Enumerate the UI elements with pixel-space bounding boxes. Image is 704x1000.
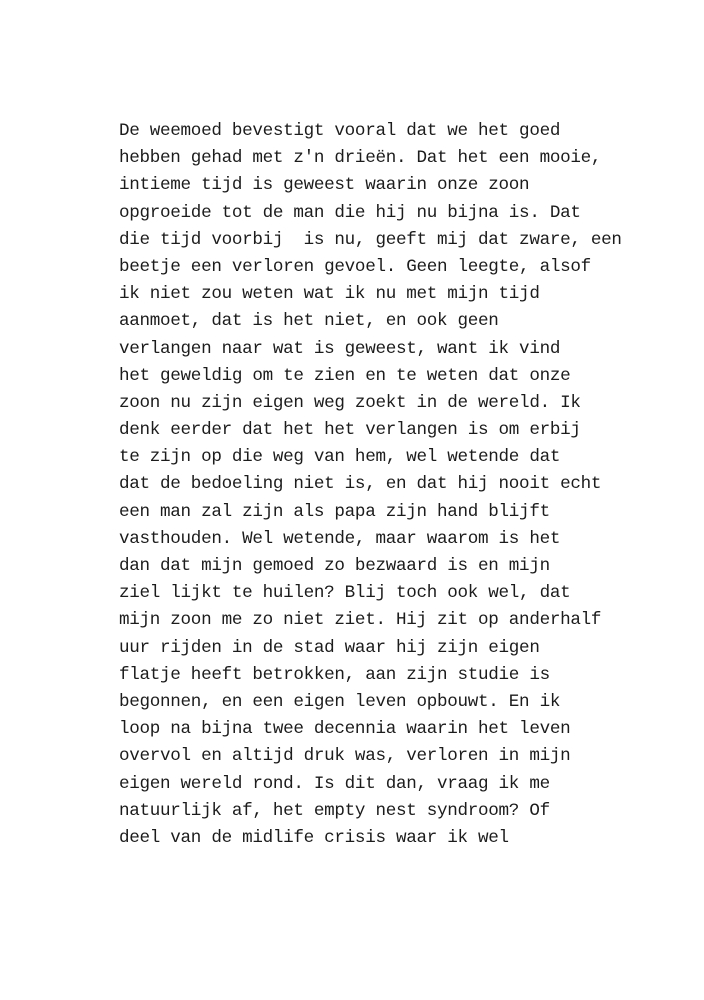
text-line-15: een man zal zijn als papa zijn hand blijft [119, 501, 550, 522]
text-line-16: vasthouden. Wel wetende, maar waarom is het [119, 528, 561, 549]
text-line-26: natuurlijk af, het empty nest syndroom? Of [119, 800, 550, 821]
text-line-14: dat de bedoeling niet is, en dat hij nooit echt [119, 474, 602, 495]
text-line-27: deel van de midlife crisis waar ik wel [119, 827, 509, 848]
text-line-5: die tijd voorbij is nu, geeft mij dat zware, een [119, 229, 622, 250]
text-line-11: zoon nu zijn eigen weg zoekt in de wereld. Ik [119, 392, 581, 413]
text-line-12: denk eerder dat het het verlangen is om erbij [119, 420, 581, 441]
text-line-8: aanmoet, dat is het niet, en ook geen [119, 311, 499, 332]
text-line-23: loop na bijna twee decennia waarin het leven [119, 719, 571, 740]
text-line-7: ik niet zou weten wat ik nu met mijn tijd [119, 284, 540, 305]
text-line-3: intieme tijd is geweest waarin onze zoon [119, 175, 530, 196]
text-line-6: beetje een verloren gevoel. Geen leegte, alsof [119, 256, 591, 277]
text-line-13: te zijn op die weg van hem, wel wetende dat [119, 447, 561, 468]
text-line-20: uur rijden in de stad waar hij zijn eigen [119, 637, 540, 658]
text-line-1: De weemoed bevestigt vooral dat we het goed [119, 121, 561, 141]
text-line-24: overvol en altijd druk was, verloren in mijn [119, 746, 571, 767]
text-line-19: mijn zoon me zo niet ziet. Hij zit op anderhalf [119, 610, 602, 631]
text-line-2: hebben gehad met z'n drieën. Dat het een mooie, [119, 148, 602, 169]
text-line-25: eigen wereld rond. Is dit dan, vraag ik me [119, 773, 550, 794]
text-line-9: verlangen naar wat is geweest, want ik vind [119, 338, 561, 359]
text-line-18: ziel lijkt te huilen? Blij toch ook wel, dat [119, 583, 571, 604]
text-line-17: dan dat mijn gemoed zo bezwaard is en mijn [119, 556, 550, 576]
text-line-10: het geweldig om te zien en te weten dat onze [119, 365, 571, 386]
text-line-4: opgroeide tot de man die hij nu bijna is. Dat [119, 202, 581, 223]
text-line-21: flatje heeft betrokken, aan zijn studie is [119, 664, 550, 685]
text-line-22: begonnen, en een eigen leven opbouwt. En ik [119, 691, 561, 712]
body-text [119, 118, 622, 852]
